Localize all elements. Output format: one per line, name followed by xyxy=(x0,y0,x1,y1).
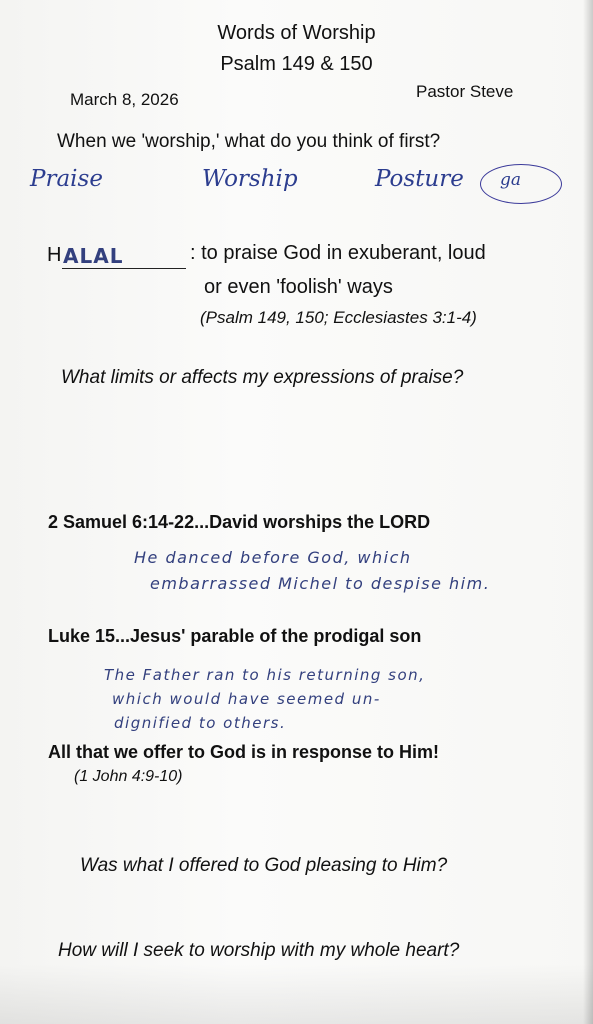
halal-fill-in: ALAL xyxy=(63,244,124,268)
sermon-date: March 8, 2026 xyxy=(70,90,179,109)
handwritten-answer-praise: Praise xyxy=(30,166,103,192)
samuel-note-line1: He danced before God, which xyxy=(134,548,412,567)
luke-note-line2: which would have seemed un- xyxy=(112,690,381,708)
pastor-name: Pastor Steve xyxy=(416,82,514,101)
question-worship-first: When we 'worship,' what do you think of first? xyxy=(57,131,441,152)
samuel-text: 2 Samuel 6:14-22...David worships the LORD xyxy=(48,512,431,532)
response-reference: (1 John 4:9-10) xyxy=(74,768,183,785)
page-edge xyxy=(583,0,593,1024)
halal-prefix: H xyxy=(47,244,62,266)
halal-reference: (Psalm 149, 150; Ecclesiastes 3:1-4) xyxy=(200,308,477,327)
page-subtitle: Psalm 149 & 150 xyxy=(220,53,373,75)
halal-definition-line2: or even 'foolish' ways xyxy=(204,276,393,298)
handwritten-answer-circled: ga xyxy=(500,170,522,190)
halal-blank-line xyxy=(62,268,186,269)
luke-reference: Luke 15...Jesus' parable of the prodigal son xyxy=(48,626,422,646)
question-praise-limits: What limits or affects my expressions of praise? xyxy=(61,367,464,388)
halal-definition-line1: : to praise God in exuberant, loud xyxy=(190,242,486,264)
handwritten-answer-posture: Posture xyxy=(375,166,464,192)
samuel-note-line2: embarrassed Michel to despise him. xyxy=(150,574,491,593)
page-shadow xyxy=(0,964,593,1024)
response-statement: All that we offer to God is in response to Him! xyxy=(48,742,440,762)
luke-note-line1: The Father ran to his returning son, xyxy=(104,666,426,684)
page-title: Words of Worship xyxy=(217,22,376,44)
question-offering-pleasing: Was what I offered to God pleasing to Him? xyxy=(80,855,448,876)
samuel-reference xyxy=(48,512,430,533)
luke-note-line3: dignified to others. xyxy=(114,714,287,732)
handwritten-answer-worship: Worship xyxy=(202,166,298,192)
question-whole-heart: How will I seek to worship with my whole heart? xyxy=(58,940,460,961)
